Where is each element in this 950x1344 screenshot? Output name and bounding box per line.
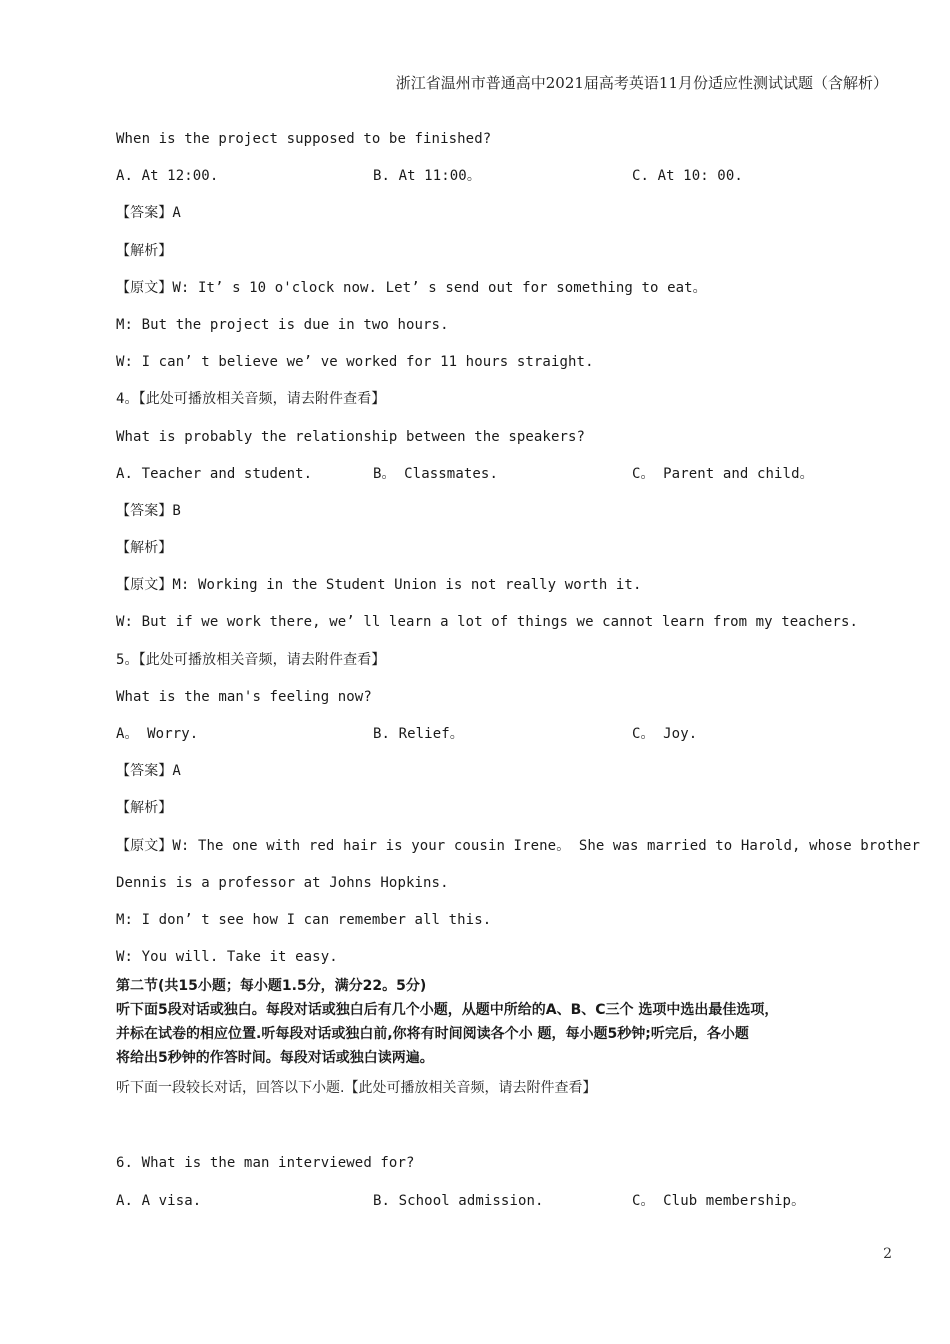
q5-options xyxy=(116,722,900,759)
q4-heading: 4。【此处可播放相关音频，请去附件查看】 xyxy=(116,391,386,408)
q6-question: 6. What is the man interviewed for? xyxy=(116,1155,415,1172)
q3-analysis: 【解析】 xyxy=(116,242,173,259)
spacer xyxy=(116,1100,900,1151)
q3-transcript-line: W: I can’ t believe we’ ve worked for 11 hours straight. xyxy=(116,354,594,371)
q5-transcript-line: Dennis is a professor at Johns Hopkins. xyxy=(116,874,449,891)
section2-instruction-line: 将给出5秒钟的作答时间。每段对话或独白读两遍。 xyxy=(116,1050,434,1067)
q4-transcript-line: 【原文】M: Working in the Student Union is not really worth it. xyxy=(116,577,642,594)
q5-transcript-line: M: I don’ t see how I can remember all this. xyxy=(116,911,492,928)
q5-option-a: A。 Worry. xyxy=(116,726,199,742)
q3-transcript-line: M: But the project is due in two hours. xyxy=(116,316,449,333)
q3-options xyxy=(116,164,900,201)
q3-question: When is the project supposed to be finished? xyxy=(116,131,492,147)
q5-transcript-line: 【原文】W: The one with red hair is your cousin Irene。 She was married to Harold, whose brother xyxy=(116,837,920,854)
page-number: 2 xyxy=(883,1246,892,1262)
q3-option-c: C. At 10: 00. xyxy=(632,168,743,185)
q3-option-b: B. At 11:00。 xyxy=(373,168,481,185)
q5-question: What is the man's feeling now? xyxy=(116,688,372,705)
section2-instruction-line: 并标在试卷的相应位置.听每段对话或独白前,你将有时间阅读各个小 题，每小题5秒钟;听完后，各小题 xyxy=(116,1026,749,1043)
q3-answer: 【答案】A xyxy=(116,205,181,222)
q5-heading: 5。【此处可播放相关音频，请去附件查看】 xyxy=(116,651,386,668)
document-body xyxy=(116,127,920,1226)
q5-option-c: C。 Joy. xyxy=(632,726,698,742)
q4-options xyxy=(116,462,900,499)
document-header: 浙江省温州市普通高中2021届高考英语11月份适应性测试试题（含解析） xyxy=(395,74,888,92)
q6-option-b: B. School admission. xyxy=(373,1192,544,1209)
q3-transcript-line: 【原文】W: It’ s 10 o'clock now. Let’ s send out for something to eat。 xyxy=(116,279,707,296)
q4-analysis: 【解析】 xyxy=(116,540,173,557)
q4-option-a: A. Teacher and student. xyxy=(116,465,313,482)
q4-transcript-line: W: But if we work there, we’ ll learn a lot of things we cannot learn from my teachers. xyxy=(116,614,858,631)
q5-answer: 【答案】A xyxy=(116,763,181,780)
q5-transcript-line: W: You will. Take it easy. xyxy=(116,949,338,966)
section2-block xyxy=(116,974,900,1070)
section2-instruction-line: 听下面5段对话或独白。每段对话或独白后有几个小题，从题中所给的A、B、C三个 选项中选出最佳选项， xyxy=(116,1002,779,1019)
q5-analysis: 【解析】 xyxy=(116,800,173,817)
section2-note: 听下面一段较长对话，回答以下小题.【此处可播放相关音频，请去附件查看】 xyxy=(116,1080,597,1097)
q4-question: What is probably the relationship between the speakers? xyxy=(116,428,586,445)
q4-answer: 【答案】B xyxy=(116,502,181,519)
q3-option-a: A. At 12:00. xyxy=(116,168,219,185)
q6-option-a: A. A visa. xyxy=(116,1192,202,1209)
q6-options xyxy=(116,1189,900,1226)
q6-option-c: C。 Club membership。 xyxy=(632,1192,806,1209)
q4-option-b: B。 Classmates. xyxy=(373,465,498,482)
q5-option-b: B. Relief。 xyxy=(373,726,464,742)
q4-option-c: C。 Parent and child。 xyxy=(632,465,814,482)
section2-title: 第二节(共15小题；每小题1.5分，满分22。5分) xyxy=(116,978,427,995)
